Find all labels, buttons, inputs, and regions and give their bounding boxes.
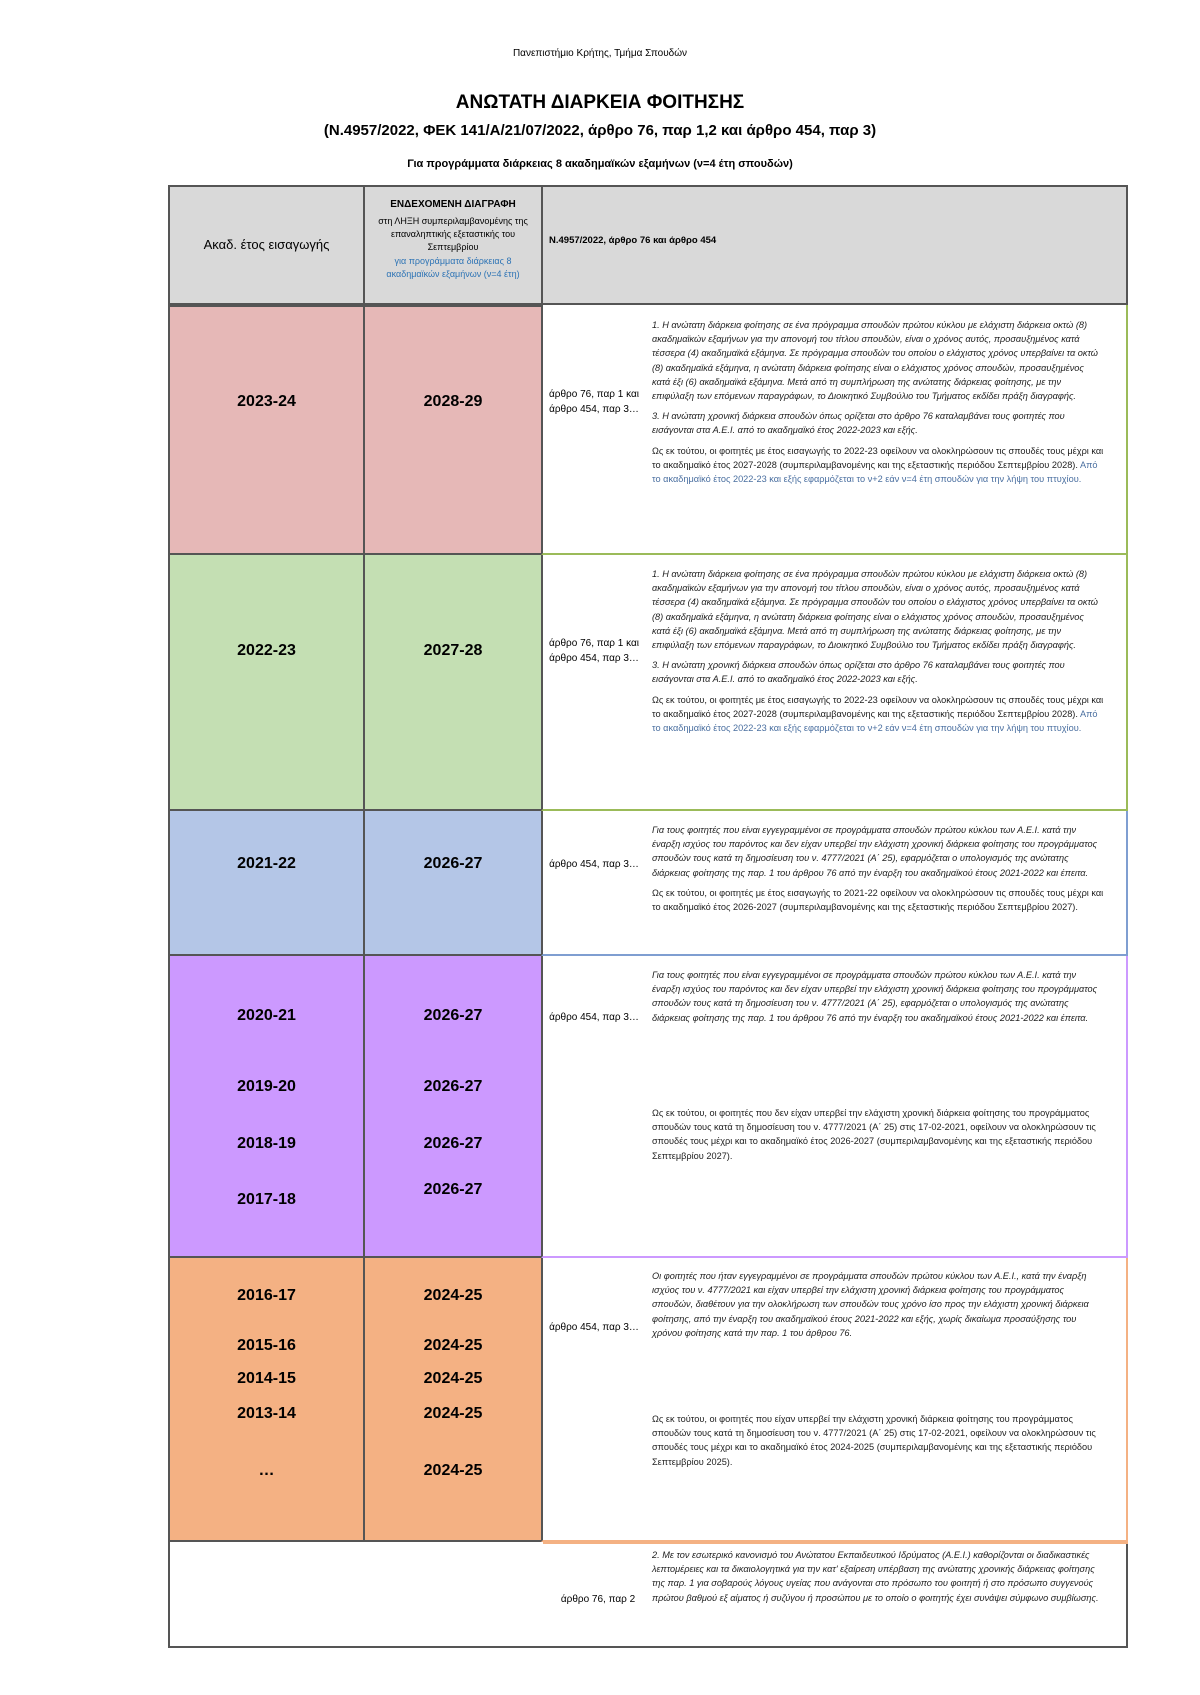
- header-col-law: [541, 185, 1128, 305]
- entry-year: 2020-21: [237, 1007, 296, 1024]
- header-law-label: Ν.4957/2022, άρθρο 76 και άρθρο 454: [549, 235, 717, 246]
- law-text: [652, 1269, 1104, 1346]
- deletion-year: 2028-29: [423, 393, 483, 410]
- header-col-year-label: Ακαδ. έτος εισαγωγής: [203, 237, 330, 252]
- header-col-year: [168, 185, 365, 305]
- deletion-year: 2024-25: [423, 1337, 483, 1354]
- row-2020-deletion-cell: [363, 956, 543, 1258]
- row-2022-deletion-cell: [363, 555, 543, 811]
- program-note: Για προγράμματα διάρκειας 8 ακαδημαϊκών εξαμήνων (ν=4 έτη σπουδών): [407, 158, 793, 170]
- law-explanation: Ως εκ τούτου, οι φοιτητές με έτος εισαγωγής το 2022-23 οφείλουν να ολοκληρώσουν τις σπουδές τους μέχρι και το ακαδημαϊκό έτος 2027-2028 (συμπεριλαμβανομένης και της εξεταστικής περιόδου Σεπτεμβρίου 2028).: [652, 694, 1104, 719]
- deletion-year: 2026-27: [423, 1078, 483, 1095]
- law-highlight: Από το ακαδημαϊκό έτος 2022-23 και εξής εφαρμόζεται το ν+2 εάν ν=4 έτη σπουδών για την λήψη του πτυχίου.: [652, 459, 1098, 485]
- law-text: [652, 318, 1104, 492]
- header-deletion-note: για προγράμματα διάρκειας 8 ακαδημαϊκών εξαμήνων (ν=4 έτη): [386, 256, 520, 279]
- law-highlight: Από το ακαδημαϊκό έτος 2022-23 και εξής εφαρμόζεται το ν+2 εάν ν=4 έτη σπουδών για την λήψη του πτυχίου.: [652, 708, 1098, 734]
- law-paragraph: 3. Η ανώτατη χρονική διάρκεια σπουδών όπως ορίζεται στο άρθρο 76 καταλαμβάνει τους φοιτητές που εισάγονται στα Α.Ε.Ι. από το ακαδημαϊκό έτος 2022-2023 και εξής.: [652, 411, 1065, 436]
- institution-line: Πανεπιστήμιο Κρήτης, Τμήμα Σπουδών: [512, 48, 688, 59]
- law-paragraph: Για τους φοιτητές που είναι εγγεγραμμένοι σε προγράμματα σπουδών πρώτου κύκλου των Α.Ε.Ι. κατά την έναρξη ισχύος του παρόντος και δεν είχαν υπερβεί την ελάχιστη χρονική διάρκεια φοίτησης του προγράμματος σπουδών τους κατά τη δημοσίευση του ν. 4777/2021 (Α΄ 25), εφαρμόζεται ο υπολογισμός της ανώτατης διάρκειας φοίτησης της παρ. 1 του άρθρου 76 από την έναρξη του ακαδημαϊκού έτους 2021-2022 και έπειτα.: [652, 825, 1098, 878]
- entry-year: 2022-23: [237, 642, 296, 659]
- law-paragraph: Ως εκ τούτου, οι φοιτητές που δεν είχαν υπερβεί την ελάχιστη χρονική διάρκεια φοίτησης του προγράμματος σπουδών τους κατά τη δημοσίευση του ν. 4777/2021 (Α΄ 25) στις 17-02-2021, οφείλουν να ολοκληρώσουν τις σπουδές τους μέχρι και το ακαδημαϊκό έτος 2026-2027 (συμπεριλαμβανομένης και της εξεταστικής περιόδου Σεπτεμβρίου 2027).: [652, 1108, 1096, 1161]
- law-text: [652, 1106, 1104, 1169]
- header-col-deletion: [363, 185, 543, 305]
- entry-year: 2019-20: [237, 1078, 296, 1095]
- header-deletion-title: ΕΝΔΕΧΟΜΕΝΗ ΔΙΑΓΡΑΦΗ: [390, 199, 516, 210]
- law-paragraph: Για τους φοιτητές που είναι εγγεγραμμένοι σε προγράμματα σπουδών πρώτου κύκλου των Α.Ε.Ι. κατά την έναρξη ισχύος του παρόντος και δεν είχαν υπερβεί την ελάχιστη χρονική διάρκεια φοίτησης του προγράμματος σπουδών τους κατά τη δημοσίευση του ν. 4777/2021 (Α΄ 25), εφαρμόζεται ο υπολογισμός της ανώτατης διάρκειας φοίτησης της παρ. 1 του άρθρου 76 από την έναρξη του ακαδημαϊκού έτους 2021-2022 και έπειτα.: [652, 970, 1098, 1023]
- law-reference: άρθρο 454, παρ 3…: [549, 859, 639, 870]
- page-subtitle: (Ν.4957/2022, ΦΕΚ 141/Α/21/07/2022, άρθρο 76, παρ 1,2 και άρθρο 454, παρ 3): [323, 122, 877, 139]
- entry-year: 2023-24: [237, 393, 296, 410]
- law-text: [652, 823, 1104, 920]
- entry-year: 2015-16: [237, 1337, 296, 1354]
- deletion-year: 2024-25: [423, 1287, 483, 1304]
- entry-year: 2021-22: [237, 855, 296, 872]
- deletion-year: 2026-27: [423, 855, 483, 872]
- entry-year: 2013-14: [237, 1405, 296, 1422]
- entry-year: 2018-19: [237, 1135, 296, 1152]
- entry-year: …: [258, 1462, 275, 1479]
- deletion-year: 2024-25: [423, 1405, 483, 1422]
- law-text: [652, 567, 1104, 741]
- law-reference: άρθρο 454, παρ 3…: [549, 1322, 639, 1333]
- header-deletion-desc: στη ΛΗΞΗ συμπεριλαμβανομένης της επαναληπτικής εξεταστικής του Σεπτεμβρίου: [378, 216, 528, 252]
- row-2023-year-cell: [168, 305, 365, 555]
- deletion-year: 2027-28: [423, 642, 483, 659]
- law-paragraph: 2. Με τον εσωτερικό κανονισμό του Ανώτατου Εκπαιδευτικού Ιδρύματος (Α.Ε.Ι.) καθορίζονται οι διαδικαστικές λεπτομέρειες και τα δικαιολογητικά για την κατ' εξαίρεση υπέρβαση της ανώτατης χρονικής διάρκειας φοίτησης της παρ. 1 για σοβαρούς λόγους υγείας που ανάγονται στο πρόσωπο του φοιτητή ή στο πρόσωπο συγγενούς πρώτου βαθμού εξ αίματος ή συζύγου ή προσώπου με το οποίο ο φοιτητής έχει συνάψει σύμφωνο συμβίωσης.: [652, 1550, 1099, 1603]
- law-reference: άρθρο 454, παρ 3…: [549, 1012, 639, 1023]
- law-paragraph: 1. Η ανώτατη διάρκεια φοίτησης σε ένα πρόγραμμα σπουδών πρώτου κύκλου με ελάχιστη διάρκεια οκτώ (8) ακαδημαϊκών εξαμήνων για την απονομή του τίτλου σπουδών, είναι ο χρόνος αυτός, προσαυξημένος κατά τέσσερα (4) ακαδημαϊκά εξάμηνα. Σε πρόγραμμα σπουδών του οποίου ο ελάχιστος χρόνος υπερβαίνει τα οκτώ (8) ακαδημαϊκά εξάμηνα, η ανώτατη διάρκεια φοίτησης είναι ο ελάχιστος χρόνος σπουδών, προσαυξημένος κατά έξι (6) ακαδημαϊκά εξάμηνα. Μετά από τη συμπλήρωση της ανώτατης διάρκειας φοίτησης, με την επιφύλαξη των επόμενων παραγράφων, το Διοικητικό Συμβούλιο του Τμήματος εκδίδει πράξη διαγραφής.: [652, 320, 1098, 402]
- deletion-year: 2024-25: [423, 1462, 483, 1479]
- entry-year: 2014-15: [237, 1370, 296, 1387]
- law-paragraph: Ως εκ τούτου, οι φοιτητές που είχαν υπερβεί την ελάχιστη χρονική διάρκεια φοίτησης του προγράμματος σπουδών τους κατά τη δημοσίευση του ν. 4777/2021 (Α΄ 25) στις 17-02-2021, οφείλουν να ολοκληρώσουν τις σπουδές τους μέχρι και το ακαδημαϊκό έτος 2024-2025 (συμπεριλαμβανομένης και της εξεταστικής περιόδου Σεπτεμβρίου 2025).: [652, 1414, 1096, 1467]
- row-2021-year-cell: [168, 811, 365, 956]
- law-paragraph: [652, 444, 1104, 487]
- row-2021-deletion-cell: [363, 811, 543, 956]
- law-reference: άρθρο 76, παρ 1 και άρθρο 454, παρ 3…: [549, 638, 639, 664]
- deletion-year: 2026-27: [423, 1007, 483, 1024]
- footer-row-divider: [543, 1542, 1128, 1544]
- row-2023-deletion-cell: [363, 305, 543, 555]
- law-paragraph: Ως εκ τούτου, οι φοιτητές με έτος εισαγωγής το 2021-22 οφείλουν να ολοκληρώσουν τις σπουδές τους μέχρι και το ακαδημαϊκό έτος 2026-2027 (συμπεριλαμβανομένης και της εξεταστικής περιόδου Σεπτεμβρίου 2027).: [652, 887, 1104, 913]
- row-2020-year-cell: [168, 956, 365, 1258]
- page-title: ΑΝΩΤΑΤΗ ΔΙΑΡΚΕΙΑ ΦΟΙΤΗΣΗΣ: [455, 92, 745, 113]
- law-reference: άρθρο 76, παρ 2: [560, 1594, 636, 1605]
- law-paragraph: 1. Η ανώτατη διάρκεια φοίτησης σε ένα πρόγραμμα σπουδών πρώτου κύκλου με ελάχιστη διάρκεια οκτώ (8) ακαδημαϊκών εξαμήνων για την απονομή του τίτλου σπουδών, είναι ο χρόνος αυτός, προσαυξημένος κατά τέσσερα (4) ακαδημαϊκά εξάμηνα. Σε πρόγραμμα σπουδών του οποίου ο ελάχιστος χρόνος υπερβαίνει τα οκτώ (8) ακαδημαϊκά εξάμηνα, η ανώτατη διάρκεια φοίτησης είναι ο ελάχιστος χρόνος σπουδών, προσαυξημένος κατά έξι (6) ακαδημαϊκά εξάμηνα. Μετά από τη συμπλήρωση της ανώτατης διάρκειας φοίτησης, με την επιφύλαξη των επόμενων παραγράφων, το Διοικητικό Συμβούλιο του Τμήματος εκδίδει πράξη διαγραφής.: [652, 569, 1098, 651]
- law-paragraph: Οι φοιτητές που ήταν εγγεγραμμένοι σε προγράμματα σπουδών πρώτου κύκλου των Α.Ε.Ι., κατά την έναρξη ισχύος του ν. 4777/2021 και είχαν υπερβεί την ελάχιστη χρονική διάρκεια φοίτησης του προγράμματος σπουδών, διαθέτουν για την ολοκλήρωση των σπουδών τους χρόνο ίσο προς την ελάχιστη χρονική διάρκεια φοίτησης, από την έναρξη του ακαδημαϊκού έτους 2021-2022 και εξής, χωρίς δικαίωμα προσαύξησης του χρόνου φοίτησης κατά την παρ. 1 του άρθρου 76.: [652, 1271, 1089, 1338]
- entry-year: 2017-18: [237, 1191, 296, 1208]
- law-explanation: Ως εκ τούτου, οι φοιτητές με έτος εισαγωγής το 2022-23 οφείλουν να ολοκληρώσουν τις σπουδές τους μέχρι και το ακαδημαϊκό έτος 2027-2028 (συμπεριλαμβανομένης και της εξεταστικής περιόδου Σεπτεμβρίου 2028).: [652, 445, 1104, 470]
- law-text: [652, 968, 1104, 1031]
- law-reference: άρθρο 76, παρ 1 και άρθρο 454, παρ 3…: [549, 389, 639, 415]
- entry-year: 2016-17: [237, 1287, 296, 1304]
- law-paragraph: [652, 693, 1104, 736]
- law-paragraph: 3. Η ανώτατη χρονική διάρκεια σπουδών όπως ορίζεται στο άρθρο 76 καταλαμβάνει τους φοιτητές που εισάγονται στα Α.Ε.Ι. από το ακαδημαϊκό έτος 2022-2023 και εξής.: [652, 660, 1065, 685]
- deletion-year: 2024-25: [423, 1370, 483, 1387]
- deletion-year: 2026-27: [423, 1135, 483, 1152]
- deletion-year: 2026-27: [423, 1181, 483, 1198]
- row-2022-year-cell: [168, 555, 365, 811]
- law-text: [652, 1412, 1104, 1475]
